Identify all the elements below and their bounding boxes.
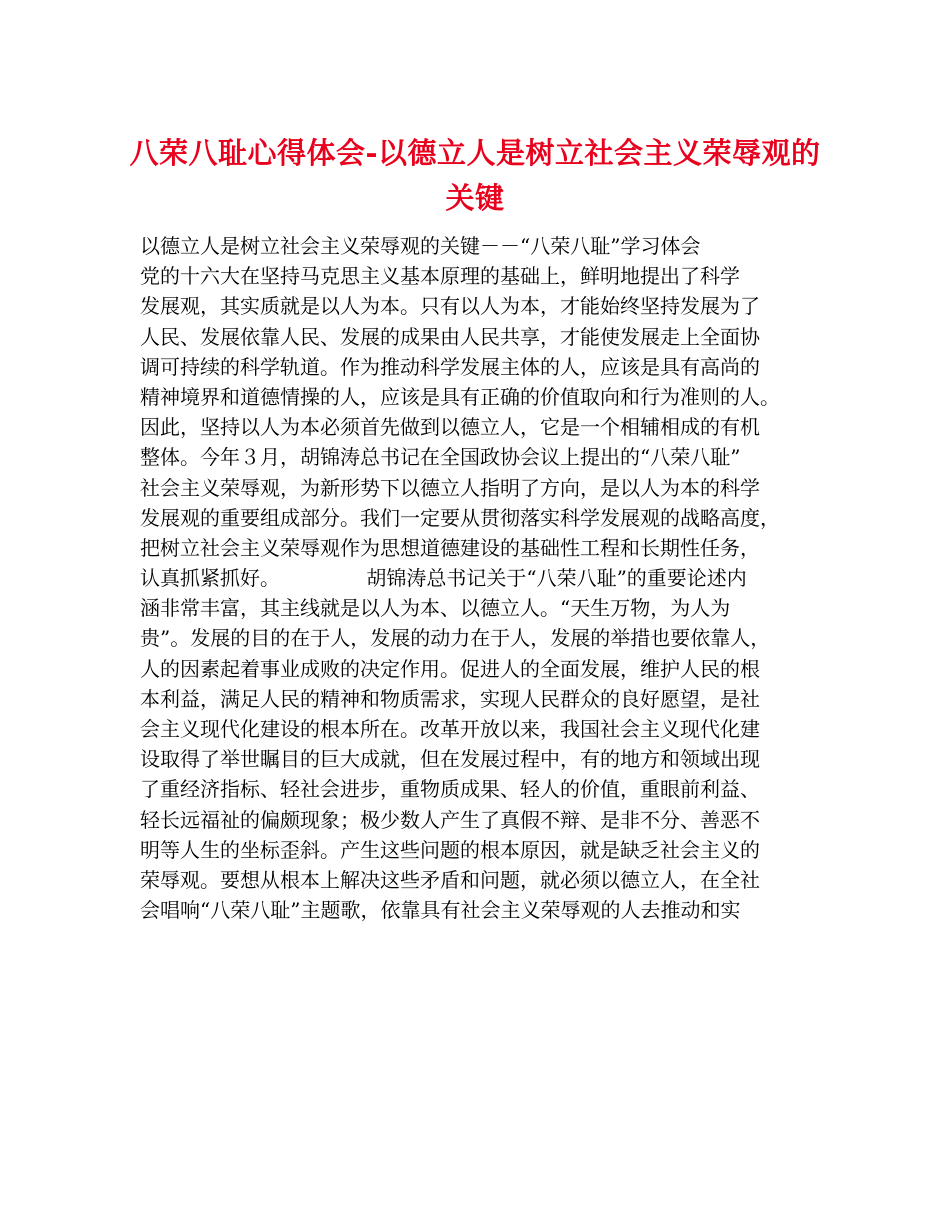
- body-line: 贵”。发展的目的在于人，发展的动力在于人，发展的举措也要依靠人，: [140, 626, 771, 651]
- body-line: 明等人生的坐标歪斜。产生这些问题的根本原因，就是缺乏社会主义的: [140, 837, 760, 862]
- document-body: [140, 231, 840, 925]
- body-line: 本利益，满足人民的精神和物质需求，实现人民群众的良好愿望，是社: [140, 686, 760, 711]
- body-line: 涵非常丰富，其主线就是以人为本、以德立人。“天生万物，为人为: [140, 596, 731, 621]
- body-line: 因此，坚持以人为本必须首先做到以德立人，它是一个相辅相成的有机: [140, 415, 760, 440]
- body-line: 整体。今年３月，胡锦涛总书记在全国政协会议上提出的“八荣八耻”: [140, 445, 741, 470]
- body-line: 会唱响“八荣八耻”主题歌，依靠具有社会主义荣辱观的人去推动和实: [140, 898, 741, 923]
- body-line: 社会主义荣辱观，为新形势下以德立人指明了方向，是以人为本的科学: [140, 475, 760, 500]
- body-line: 发展观，其实质就是以人为本。只有以人为本，才能始终坚持发展为了: [140, 294, 760, 319]
- body-line: 调可持续的科学轨道。作为推动科学发展主体的人，应该是具有高尚的: [140, 354, 760, 379]
- body-line: 了重经济指标、轻社会进步，重物质成果、轻人的价值，重眼前利益、: [140, 777, 760, 802]
- document-title-line-1: 八荣八耻心得体会-以德立人是树立社会主义荣辱观的: [129, 136, 821, 170]
- body-line: 认真抓紧抓好。 胡锦涛总书记关于“八荣八耻”的重要论述内: [140, 566, 747, 591]
- body-line: 会主义现代化建设的根本所在。改革开放以来，我国社会主义现代化建: [140, 717, 760, 741]
- body-line: 人的因素起着事业成败的决定作用。促进人的全面发展，维护人民的根: [140, 656, 760, 681]
- body-line: 精神境界和道德情操的人，应该是具有正确的价值取向和行为准则的人。: [140, 384, 780, 409]
- body-line: 人民、发展依靠人民、发展的成果由人民共享，才能使发展走上全面协: [140, 324, 760, 349]
- body-line: 党的十六大在坚持马克思主义基本原理的基础上，鲜明地提出了科学: [140, 264, 740, 289]
- document-title-line-2: 关键: [445, 181, 505, 215]
- body-line: 荣辱观。要想从根本上解决这些矛盾和问题，就必须以德立人，在全社: [140, 867, 760, 892]
- body-line: 把树立社会主义荣辱观作为思想道德建设的基础性工程和长期性任务，: [140, 535, 760, 560]
- body-line: 轻长远福祉的偏颇现象；极少数人产生了真假不辩、是非不分、善恶不: [140, 807, 760, 832]
- body-line: 设取得了举世瞩目的巨大成就，但在发展过程中，有的地方和领域出现: [140, 747, 760, 772]
- body-line: 发展观的重要组成部分。我们一定要从贯彻落实科学发展观的战略高度，: [140, 505, 780, 530]
- body-line: 以德立人是树立社会主义荣辱观的关键－－“八荣八耻”学习体会: [140, 234, 701, 258]
